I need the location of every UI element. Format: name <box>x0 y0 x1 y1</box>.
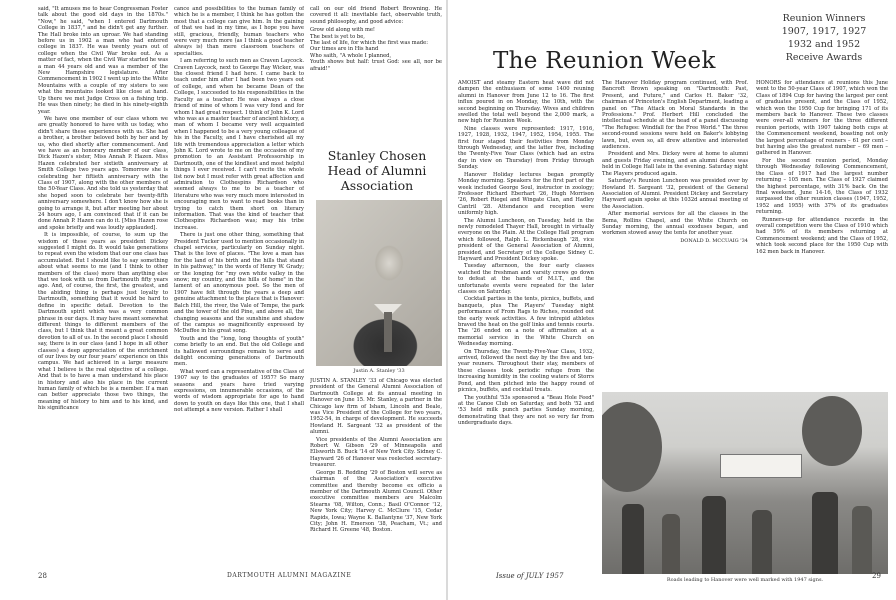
paragraph: President and Mrs. Dickey were at home to alumni and guests Friday evening, and an alumni dance was held in College Hall late in the evening. Saturday night The Players produced again. <box>602 151 748 177</box>
page-number-right: 29 <box>872 572 881 580</box>
paragraph: George B. Redding '29 of Boston will serve as chairman of the Association's executive committee and thereby become ex officio a member of the Dartmouth Alumni Council. Other executive committee members are Malcolm Stearns '08, Wilton, Conn.; Basil O'Connor '12, New York City; Harvey C. McClure '15, Cedar Rapids, Iowa; Wayne K. Ballantyne '37, New York City; John H. Emerson '38, Peacham, Vt.; and Richard H. Greene '48, Boston. <box>310 469 442 534</box>
poem-line: Youth shows but half: trust God: see all, nor be afraid!" <box>310 59 442 72</box>
paragraph: For the second reunion period, Monday through Wednesday following Commencement, the Class of 1917 had the largest number returning – 105 men. The Class of 1927 claimed the highest percentage, with 31% back. On the final weekend, June 14-16, the Class of 1932 surpassed the other reunion classes (1947, 1952, 1952 and 1955) with 37% of its graduates returning. <box>756 157 888 216</box>
photo-figure <box>622 504 644 574</box>
paragraph: cance and possibilities to the human family of which he is a member, I think he has gotten the most that a college can give him. In the gaining of that we had in my time, as I hope you have still, gracious, friendly, human teachers who were very much more (as I think a good teacher always is) than mere classroom teachers of specialties. <box>174 6 304 57</box>
photo-tree <box>602 402 662 492</box>
paragraph: There is just one other thing, something that President Tucker used to mention occasionally in chapel services, particularly on Sunday night. That is the love of places. "The love a man has for the land of his birth and the hills that stand in his pathway," in the words of Henry W. Grady; or the longing for "my own white valley in the snow; my country, and the hills of home" in the lament of an anonymous poet. So the men of 1907 have felt through the years a deep and genuine attachment to the place that is Hanover: Balch Hill, the river, the Vale of Tempe, the park and the tower of the old Pine, and above all, the changing seasons and the sunshine and shadow of the campus so magnificently expressed by McDuffee in his great song. <box>174 232 304 335</box>
photo-figure <box>752 510 772 574</box>
poem <box>310 27 442 72</box>
poem-line: The best is yet to be, <box>310 33 365 40</box>
photo-tie <box>384 312 392 352</box>
issue-footer: Issue of JULY 1957 <box>496 572 564 580</box>
paragraph: On Thursday, the Twenty-Five-Year Class, 1932, arrived, followed the next day by the five and ten-year reuners. Throughout their stay, members of these classes took periodic refuge from the increasing humidity in the cooling waters of Storrs Pond, and then pitched into the happy round of picnics, buffets, and cocktail treats. <box>458 348 594 394</box>
paragraph: Saturday's Reunion Luncheon was presided over by Howland H. Sargeant '32, president of the General Association of Alumni. President Dickey and Secretary Hayward again spoke at this 1032d annual meeting of the Association. <box>602 178 748 210</box>
paragraph: After memorial services for all the classes in the Bema, Rollins Chapel, and the White Church on Sunday morning, the annual exoduses began, and workmen stowed away the tents for another year. <box>602 211 748 237</box>
photo-tree <box>802 396 862 466</box>
paragraph: The Hanover Holiday program continued, with Prof. Bancroft Brown speaking on "Dartmouth: Past, Present, and Future," and Carlos H. Baker '32, chairman of Princeton's English Department, leading a panel on "The Attack on Moral Standards in the Professions." Prof. Herbert Hill concluded the intellectual schedule at the head of a panel discussing "The Refugee: Windfall for the Free World." The three second-round sessions were held on Baker's lobbying lawn, but, even so, all drew attentive and interested audiences. <box>602 80 748 151</box>
page-title: The Reunion Week <box>493 48 716 74</box>
photo-sign <box>720 454 802 478</box>
reunion-tagline: Receive Awards <box>785 52 863 63</box>
poem-line: Our times are in His hand <box>310 46 379 53</box>
left-column-3-bottom <box>310 378 442 566</box>
paragraph: said, "It amuses me to hear Congressman Foster talk about the good old days in the 1870s." "Now," he said, "when I entered Dartmouth College in 1837," and he didn't get any further. The Hall broke into an uproar. We had standing before us in 1902 a man who had entered college in 1837. He was twenty years out of college when the Civil War broke out. As a matter of fact, when the Civil War started he was a man 44 years old and was a member of the New Hampshire legislature. After Commencement in 1902 I went up into the White Mountains with a couple of my sisters to see what the mountains looked like close at hand. Up there we met Judge Cross on a fishing trip. He was then ninety; he died in his ninety-eighth year. <box>38 6 168 115</box>
reunion-winners-heading <box>760 12 888 64</box>
paragraph: Nine classes were represented: 1917, 1916, 1927, 1928, 1932, 1947, 1952, 1954, 1955. The first four staged their festivities from Monday through Wednesday, and the latter five, including the Twenty-Five Year Class (which had an extra day in view on Thursday) from Friday through Sunday. <box>458 125 594 171</box>
paragraph: JUSTIN A. STANLEY '33 of Chicago was elected president of the General Alumni Association of Dartmouth College at its annual meeting in Hanover on June 15. Mr. Stanley, a partner in the Chicago law firm of Isham, Lincoln and Beale, was Vice President of the College for two years, 1952-54, in charge of development. He succeeds Howland H. Sargeant '32 as president of the alumni. <box>310 378 442 436</box>
photo-figure <box>702 496 726 574</box>
left-column-3-top <box>310 6 442 142</box>
reunion-crowd-photo <box>602 392 888 574</box>
left-column-2 <box>174 6 304 566</box>
byline: DONALD D. MCCUAIG '34 <box>680 237 748 244</box>
poem-line: Grow old along with me! <box>310 27 376 34</box>
article-headline: Stanley Chosen Head of Alumni Association <box>327 148 427 193</box>
photo-figure <box>812 492 838 574</box>
paragraph: Youth and the "long, long thoughts of youth" come briefly to an end. But the old College and its hallowed surroundings remain to serve and delight oncoming generations of Dartmouth men. <box>174 335 304 368</box>
photo-figure <box>662 514 680 574</box>
paragraph: I am referring to such men as Craven Laycock. Craven Laycock, next to George Ray Wicker, was the closest friend I had here. I came back to teach under him after I had been two years out of college, and when he became Dean of the College, I succeeded to his responsibilities in the Faculty as a teacher. He was always a close friend of mine of whom I was very fond and for whom I had great respect. I think of John K. Lord who was as a master teacher of ancient history, a man of whom I became very well acquainted when I happened to be a very young colleague of his in the Faculty, and I have cherished all my life with tremendous appreciation a letter which John K. Lord wrote to me on the occasion of my promotion to an Assistant Professorship in Dartmouth, one of the kindliest and most helpful things I ever received. I can't recite the whole list now but I must refer with great affection and admiration to Clothespins Richardson who seemed always to me to be a teacher of literature who was very much more interested in encouraging men to want to read books than in trying to catch them short on literary information. That was the kind of teacher that Clothespins Richardson was; may his tribe increase. <box>174 58 304 231</box>
paragraph: The youthful '53s sponsored a "Beau Hole Feed" at the Canoe Club on Saturday, and both '52 and '53 held milk punch parties Sunday morning, demonstrating that they are not so very far from undergraduate days. <box>458 394 594 427</box>
right-column-1 <box>458 80 594 566</box>
paragraph: AMOIST and steamy Eastern heat wave did not dampen the enthusiasm of some 1400 reuning alumni in Hanover from June 12 to 16. The first influx poured in on Monday, the 10th, with the second beginning on Thursday. Wives and children swelled the total well beyond the 2,000 mark, a new high for Reunion Week. <box>458 80 594 125</box>
gutter <box>446 0 448 600</box>
page-number-left: 28 <box>38 572 47 580</box>
left-column-1 <box>38 6 168 566</box>
right-column-3 <box>756 80 888 382</box>
paragraph: call on our old friend Robert Browning. He covered it all: inevitable fact, observable truth, sound philosophy, and good advice: <box>310 6 442 25</box>
photo-figure <box>852 506 872 574</box>
paragraph: We have one member of our class whom we are greatly honored to have with us today, who didn't share these experiences with us. She had a brother, a brother beloved both by her and by us, who died shortly after commencement. And we have as an honorary member of our class, Dick Hazen's sister, Miss Annah P. Hazen. Miss Hazen celebrated her sixtieth anniversary at Smith College two years ago. Tomorrow she is celebrating her fiftieth anniversary with the Class of 1907, along with the other members of the 50-Year Class. And she told us yesterday that she hoped soon to celebrate her twenty-fifth anniversary somewhere. I don't know how she is going to arrange it, but after meeting her about 24 hours ago, I am convinced that if it can be done Annah P. Hazen can do it. [Miss Hazen rose and spoke briefly and was loudly applauded]. <box>38 115 168 231</box>
poem-line: Who saith, "A whole I planned, <box>310 52 392 59</box>
paragraph: Tuesday afternoon, the four early classes watched the freshman and varsity crews go down to defeat at the hands of M.I.T., and the unfortunate events were repeated for the later classes on Saturday. <box>458 263 594 295</box>
paragraph: Cocktail parties in the tents, picnics, buffets, and banquets, plus The Players' Tuesday night performance of From Rags to Riches, rounded out the early week activities. A few intrepid athletes braved the heat on the golf links and tennis courts. The '26 ended on a note of affirmation at a memorial service in the White Church on Wednesday morning. <box>458 296 594 348</box>
paragraph: The Alumni Luncheon, on Tuesday, held in the newly remodeled Thayer Hall, brought in virtually everyone on the Plain. At the College Hall program which followed, Ralph L. Rickenbaugh '28, vice president of the General Association of Alumni, presided, and Secretary of the College Sidney C. Hayward and President Dickey spoke. <box>458 217 594 262</box>
reunion-years-1: 1907, 1917, 1927 <box>781 26 867 37</box>
paragraph: HONORS for attendance at reunions this June went to the 50-year Class of 1907, which won the Class of 1894 Cup for having the largest per cent of graduates present, and the Class of 1952, which won the 1950 Cup for bringing 171 of its members back to Hanover. These two classes were over-all winners for the three different reunion periods, with 1907 taking both cups at the Commencement weekend, boasting not only the largest percentage of reuners – 61 per cent – but having also the greatest number – 69 men – gathered in Hanover. <box>756 80 888 157</box>
paragraph: Runners-up for attendance records in the overall competition were the Class of 1910 which had 59% of its members returning at Commencement weekend; and the Class of 1952, which took second place for the 1950 Cup with 162 men back in Hanover. <box>756 216 888 255</box>
right-column-2 <box>602 80 748 382</box>
crowd-photo-caption: Roads leading to Hanover were well marked with 1947 signs. <box>666 577 824 583</box>
magazine-footer: DARTMOUTH ALUMNI MAGAZINE <box>227 572 352 579</box>
reunion-heading: Reunion Winners <box>782 13 866 24</box>
paragraph: What word can a representative of the Class of 1907 say to the graduates of 1957? So many seasons and years have tried varying expressions, on innumerable occasions, of the words of wisdom appropriate for age to hand down to youth on days like this one, that I shall not attempt a new version. Rather I shall <box>174 368 304 414</box>
poem-line: The last of life, for which the first was made: <box>310 40 428 47</box>
portrait-caption: Justin A. Stanley '33 <box>353 368 405 374</box>
portrait-photo <box>316 200 442 366</box>
paragraph: It is impossible, of course, to sum up the wisdom of these years as president Dickey suggested I might do. It would take generations to repeat even the wisdom that our one class has accumulated. But I should like to say something about what seems to me (and I think to other members of the class) more than anything else that we took with us from Dartmouth fifty years ago. And, of course, the first, the greatest, and the abiding thing is perhaps just loyalty to Dartmouth, something that it would be hard to define in specific detail. Devotion to the Dartmouth spirit which was a very common phrase in our days. It may have meant somewhat different things to different members of the class, but I think that it meant a great common devotion to all of us. In the second place I should say, there is in our class (and I hope in all other classes) a deep appreciation of the enrichment of our lives by our four years' experience on this campus. We had achieved in a large measure what I believe is the real objective of a college. And that is to have a man understand his place in history and also his place in the current human family of which he is a member. If a man can better appreciate those two things, the meaning of history to him and to his kind, and his significance <box>38 232 168 412</box>
reunion-years-2: 1932 and 1952 <box>787 39 861 50</box>
paragraph: Vice presidents of the Alumni Association are Robert W. Gibson '29 of Minneapolis and Ellsworth B. Buck '14 of New York City. Sidney C. Hayward '26 of Hanover was reelected secretary-treasurer. <box>310 436 442 469</box>
paragraph: Hanover Holiday lectures began promptly Monday morning. Speakers for the first part of the week included George Soul, instructor in zoology; Professor Richard Eberhart '26, Hugh Morrison '26, Robert Riegel and Wingate Clan, and Hadley Cantril '28. Attendance and reception were uniformly high. <box>458 171 594 217</box>
